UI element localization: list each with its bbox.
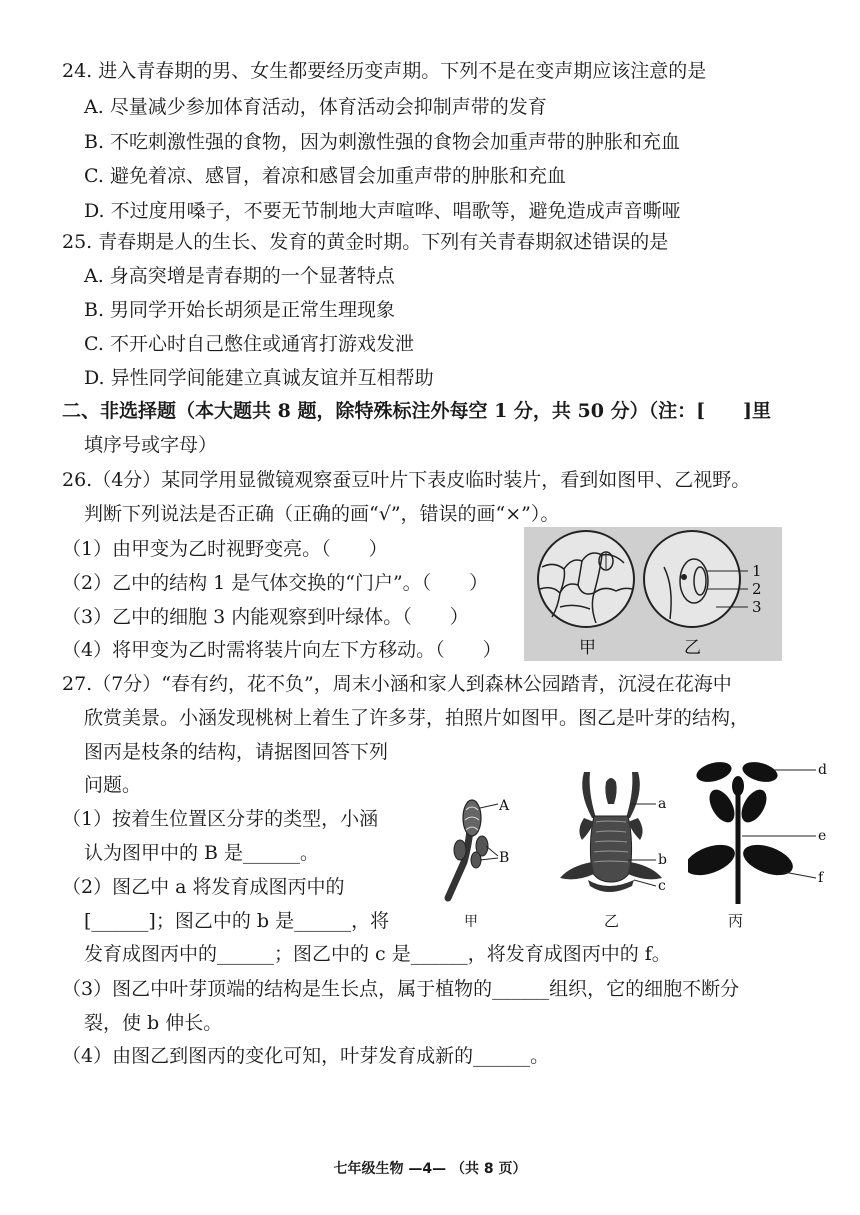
twig-part-d: d — [818, 762, 827, 778]
peach-branch-figure — [430, 780, 540, 930]
q27-stem-line3: 图丙是枝条的结构，请据图回答下列 — [84, 741, 389, 763]
q24-option-d: D. 不过度用嗓子，不要无节制地大声喧哗、唱歌等，避免造成声音嘶哑 — [84, 200, 681, 222]
q27-stem-line2: 欣赏美景。小涵发现桃树上着生了许多芽，拍照片如图甲。图乙是叶芽的结构， — [84, 707, 750, 729]
q27-stem-line1: 27.（7分）“春有约，花不负”，周末小涵和家人到森林公园踏青，沉浸在花海中 — [62, 673, 732, 695]
label-yi: 乙 — [684, 638, 701, 658]
q26-stem-line2: 判断下列说法是否正确（正确的画“√”，错误的画“×”）。 — [84, 503, 560, 525]
q24-option-c: C. 避免着凉、感冒，着凉和感冒会加重声带的肿胀和充血 — [84, 165, 566, 187]
q24-option-a: A. 尽量减少参加体育活动，体育活动会抑制声带的发育 — [84, 96, 547, 118]
q25-option-a: A. 身高突增是青春期的一个显著特点 — [84, 265, 395, 287]
q27-part2-line2: [______]；图乙中的 b 是______，将 — [84, 910, 390, 932]
q26-stem-line1: 26.（4分）某同学用显微镜观察蚕豆叶片下表皮临时装片，看到如图甲、乙视野。 — [62, 469, 751, 491]
bud-label-b: B — [499, 850, 510, 866]
q27-part2-line1: （2）图乙中 a 将发育成图丙中的 — [62, 876, 345, 898]
q25-option-d: D. 异性同学间能建立真诚友谊并互相帮助 — [84, 367, 434, 389]
label-jia-27: 甲 — [464, 914, 478, 930]
bud-part-b: b — [658, 852, 667, 868]
q25-stem: 25. 青春期是人的生长、发育的黄金时期。下列有关青春期叙述错误的是 — [62, 231, 669, 253]
twig-structure-figure — [688, 756, 838, 932]
q27-part3-line1: （3）图乙中叶芽顶端的结构是生长点，属于植物的______组织，它的细胞不断分 — [62, 978, 740, 1000]
q27-part1-line2: 认为图甲中的 B 是______。 — [84, 842, 320, 864]
bud-part-a: a — [658, 796, 667, 812]
label-jia: 甲 — [579, 638, 596, 658]
section2-heading: 二、非选择题（本大题共 8 题，除特殊标注外每空 1 分，共 50 分）（注：[ ]里 — [62, 400, 772, 422]
q26-item-2: （2）乙中的结构 1 是气体交换的“门户”。（ ） — [62, 572, 489, 594]
q24-option-b: B. 不吃刺激性强的食物，因为刺激性强的食物会加重声带的肿胀和充血 — [84, 131, 681, 153]
q27-part4: （4）由图乙到图丙的变化可知，叶芽发育成新的______。 — [62, 1045, 550, 1067]
q27-stem-line4: 问题。 — [84, 774, 142, 796]
q25-option-b: B. 男同学开始长胡须是正常生理现象 — [84, 299, 396, 321]
q27-part1-line1: （1）按着生位置区分芽的类型，小涵 — [62, 808, 379, 830]
field-number-3: 3 — [752, 598, 762, 616]
twig-part-f: f — [818, 870, 824, 886]
label-bing-27: 丙 — [728, 912, 744, 930]
q26-item-4: （4）将甲变为乙时需将装片向左下方移动。（ ） — [62, 639, 502, 661]
field-number-2: 2 — [752, 580, 762, 598]
label-yi-27: 乙 — [604, 912, 620, 930]
q25-option-c: C. 不开心时自己憋住或通宵打游戏发泄 — [84, 333, 414, 355]
section2-note: 填序号或字母） — [84, 434, 218, 456]
twig-part-e: e — [818, 828, 827, 844]
q27-part2-line3: 发育成图丙中的______；图乙中的 c 是______，将发育成图丙中的 f。 — [84, 943, 671, 965]
field-jia — [538, 531, 634, 627]
q26-item-3: （3）乙中的细胞 3 内能观察到叶绿体。（ ） — [62, 606, 469, 628]
field-number-1: 1 — [752, 562, 762, 580]
page-footer: 七年级生物 —4— （共 8 页） — [333, 1161, 527, 1177]
leaf-bud-section-figure — [548, 762, 678, 932]
microscope-view-figure — [524, 527, 782, 661]
bud-part-c: c — [658, 878, 666, 894]
bud-label-a: A — [499, 798, 510, 814]
q24-stem: 24. 进入青春期的男、女生都要经历变声期。下列不是在变声期应该注意的是 — [62, 60, 707, 82]
q26-item-1: （1）由甲变为乙时视野变亮。（ ） — [62, 538, 388, 560]
q27-part3-line2: 裂，使 b 伸长。 — [84, 1012, 223, 1034]
